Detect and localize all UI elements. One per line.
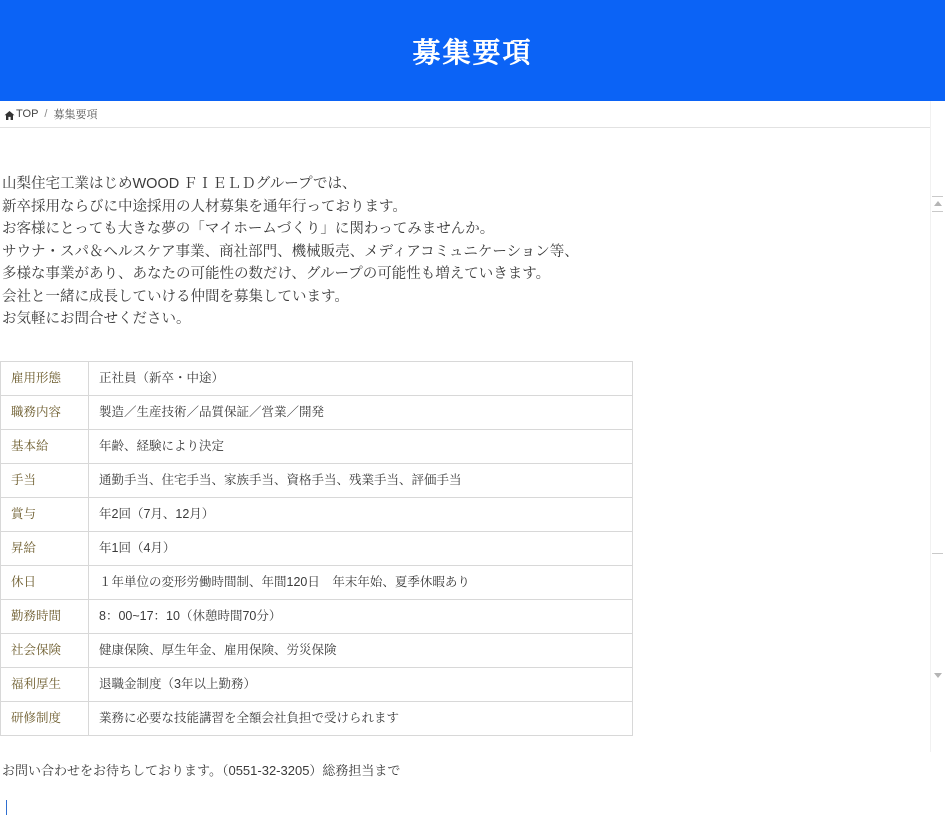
intro-line: サウナ・スパ＆ヘルスケア事業、商社部門、機械販売、メディアコミュニケーション等、 <box>2 243 579 260</box>
row-value: １年単位の変形労働時間制、年間120日 年末年始、夏季休暇あり <box>89 566 633 600</box>
contact-note: お問い合わせをお待ちしております。（0551-32-3205）総務担当まで <box>2 763 401 778</box>
table-row <box>1 430 633 464</box>
intro-line: お気軽にお問合せください。 <box>2 311 191 327</box>
scroll-tick <box>932 196 943 197</box>
breadcrumb <box>0 101 945 128</box>
table-row <box>1 362 633 396</box>
row-label: 研修制度 <box>1 702 89 736</box>
intro-line: 多様な事業があり、あなたの可能性の数だけ、グループの可能性も増えていきます。 <box>2 266 551 282</box>
page-scrollbar[interactable] <box>930 101 945 752</box>
scroll-tick <box>932 553 943 554</box>
row-label: 手当 <box>1 464 89 498</box>
breadcrumb-current: 募集要項 <box>53 109 98 121</box>
home-icon <box>4 110 15 121</box>
row-value: 通勤手当、住宅手当、家族手当、資格手当、残業手当、評価手当 <box>89 464 633 498</box>
table-row <box>1 498 633 532</box>
table-row <box>1 634 633 668</box>
table-row <box>1 532 633 566</box>
scroll-down-icon[interactable] <box>934 673 942 678</box>
row-label: 雇用形態 <box>1 362 89 396</box>
row-value: 退職金制度（3年以上勤務） <box>89 668 633 702</box>
scroll-tick <box>932 211 943 212</box>
row-value: 8：00~17：10（休憩時間70分） <box>89 600 633 634</box>
breadcrumb-separator: / <box>44 108 48 120</box>
row-value: 年1回（4月） <box>89 532 633 566</box>
page-header-banner <box>0 0 945 101</box>
row-value: 健康保険、厚生年金、雇用保険、労災保険 <box>89 634 633 668</box>
main-content <box>0 128 945 815</box>
row-label: 賞与 <box>1 498 89 532</box>
row-value: 業務に必要な技能講習を全額会社負担で受けられます <box>89 702 633 736</box>
table-row <box>1 702 633 736</box>
table-row <box>1 464 633 498</box>
table-row <box>1 668 633 702</box>
table-row <box>1 566 633 600</box>
row-value: 製造／生産技術／品質保証／営業／開発 <box>89 396 633 430</box>
page-title: 募集要項 <box>412 36 533 68</box>
row-value: 年2回（7月、12月） <box>89 498 633 532</box>
table-row <box>1 600 633 634</box>
table-row <box>1 396 633 430</box>
row-label: 社会保険 <box>1 634 89 668</box>
row-value: 正社員（新卒・中途） <box>89 362 633 396</box>
intro-line: 山梨住宅工業はじめWOOD ＦＩＥＬＤグループでは、 <box>2 176 357 192</box>
breadcrumb-link-top[interactable]: TOP <box>16 108 39 120</box>
intro-line: 会社と一緒に成長していける仲間を募集しています。 <box>2 288 349 305</box>
intro-line: お客様にとっても大きな夢の「マイホームづくり」に関わってみませんか。 <box>2 221 495 237</box>
row-label: 勤務時間 <box>1 600 89 634</box>
intro-line: 新卒採用ならびに中途採用の人材募集を通年行っております。 <box>2 198 407 215</box>
row-label: 職務内容 <box>1 396 89 430</box>
row-label: 基本給 <box>1 430 89 464</box>
recruitment-details-table <box>0 361 633 736</box>
scroll-up-icon[interactable] <box>934 201 942 206</box>
row-label: 休日 <box>1 566 89 600</box>
intro-paragraph <box>0 173 945 330</box>
row-label: 福利厚生 <box>1 668 89 702</box>
row-label: 昇給 <box>1 532 89 566</box>
row-value: 年齢、経験により決定 <box>89 430 633 464</box>
text-cursor <box>6 800 7 815</box>
